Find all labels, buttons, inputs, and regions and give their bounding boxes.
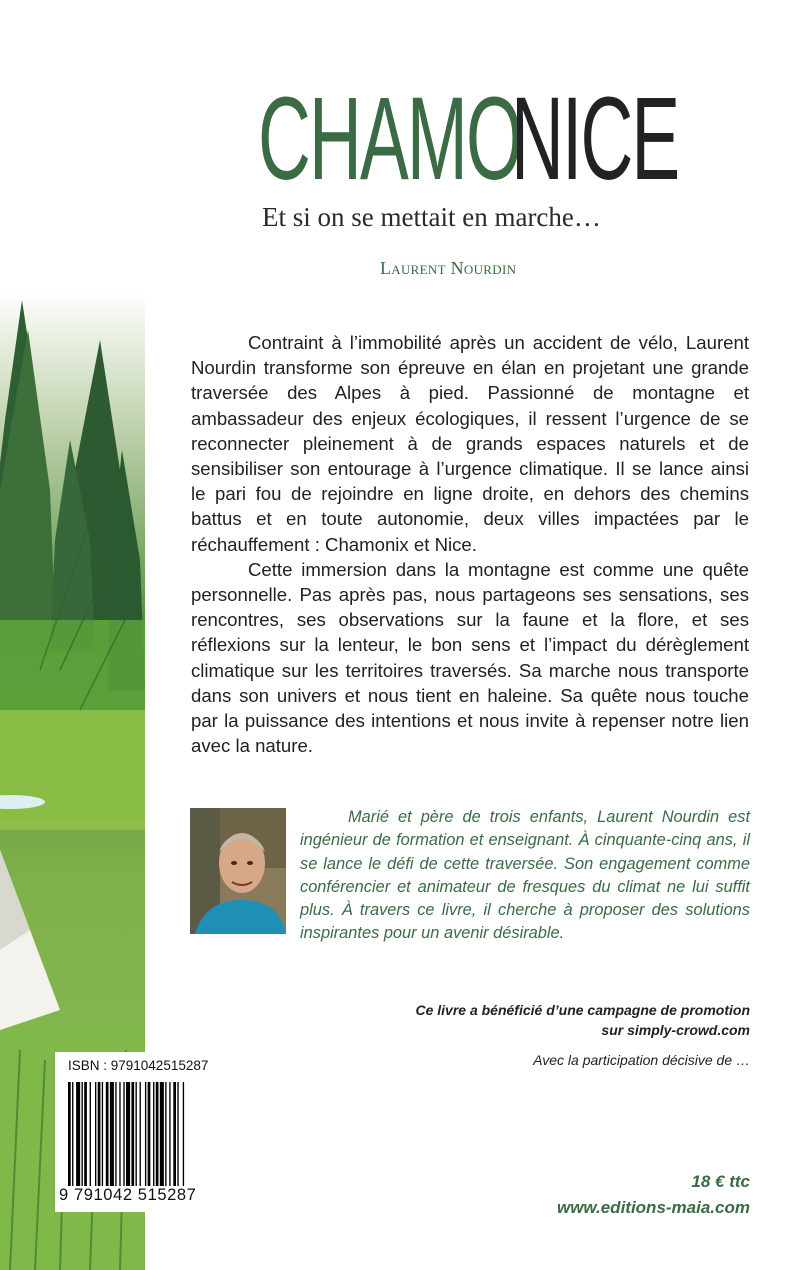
- promotion-line: sur simply-crowd.com: [601, 1022, 750, 1038]
- book-subtitle: Et si on se mettait en marche…: [262, 202, 601, 232]
- isbn-label: ISBN : 9791042515287: [68, 1058, 209, 1073]
- back-cover-blurb: [191, 330, 749, 758]
- portrait-photo: [190, 808, 286, 934]
- promotion-line: Ce livre a bénéficié d’une campagne de promotion: [415, 1002, 750, 1018]
- barcode-block: [55, 1052, 221, 1212]
- title-part-dark: NICE: [511, 73, 679, 205]
- blurb-paragraph: Cette immersion dans la montagne est comme une quête personnelle. Pas après pas, nous partageons ses sensations, ses rencontres, ses observations sur la faune et la flore, et ses réflexions sur la lenteur, le bon sens et l’impact du dérèglement climatique sur les territoires traversés. Sa marche nous transporte dans son univers et nous tient en haleine. Sa quête nous touche par la puissance des intentions et nous invite à repenser notre lien avec la nature.: [191, 558, 749, 757]
- participation-note: Avec la participation décisive de …: [533, 1052, 750, 1068]
- promotion-note: [330, 1000, 750, 1040]
- barcode-icon: [68, 1082, 220, 1186]
- author-name: Laurent Nourdin: [380, 258, 517, 278]
- blurb-paragraph: Contraint à l’immobilité après un accident de vélo, Laurent Nourdin transforme son épreuve en élan en projetant une grande traversée des Alpes à pied. Passionné de montagne et ambassadeur des enjeux écologiques, il ressent l’urgence de se reconnecter pleinement à de grands espaces naturels et de sensibiliser son entourage à l’urgence climatique. Il se lance ainsi le pari fou de rejoindre en ligne droite, en dehors des chemins battus et en toute autonomie, deux villes impactées par le réchauffement : Chamonix et Nice.: [191, 332, 749, 555]
- barcode-digits: 9 791042 515287: [59, 1186, 197, 1204]
- author-bio: Marié et père de trois enfants, Laurent Nourdin est ingénieur de formation et enseignant. À cinquante-cinq ans, il se lance le défi de cette traversée. Son engagement comme conférencier et animateur de fresques du climat ne lui suffit plus. À travers ce livre, il cherche à proposer des solutions inspirantes pour un avenir désirable.: [300, 808, 750, 943]
- publisher-website[interactable]: www.editions-maia.com: [556, 1198, 750, 1217]
- title-part-green: CHAMO: [258, 73, 522, 205]
- price: 18 € ttc: [691, 1172, 750, 1191]
- book-title: [258, 73, 679, 205]
